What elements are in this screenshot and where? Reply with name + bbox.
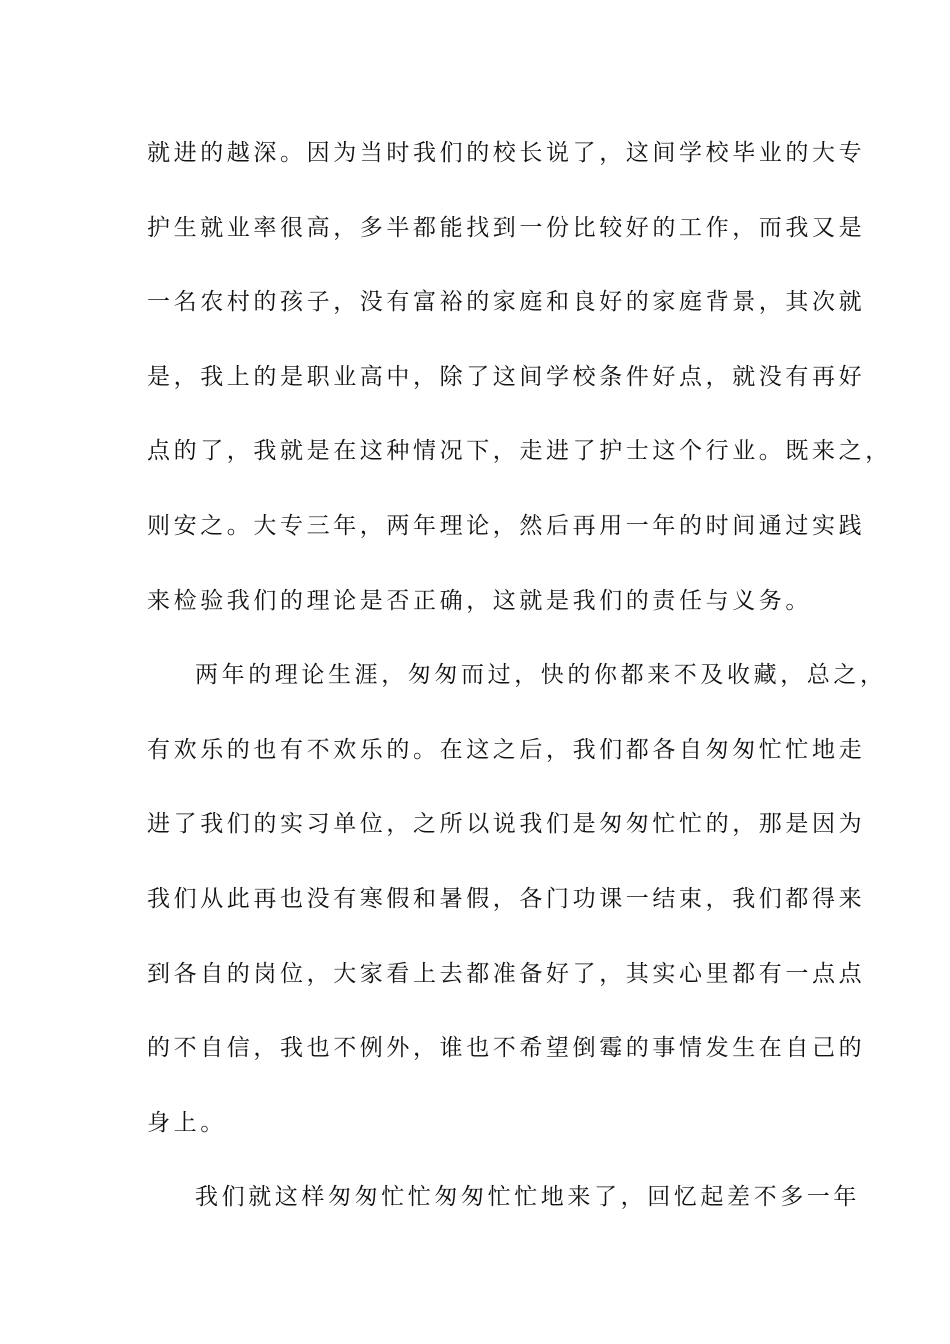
text-line: 到各自的岗位，大家看上去都准备好了，其实心里都有一点点 [147, 960, 866, 987]
text-line: 有欢乐的也有不欢乐的。在这之后，我们都各自匆匆忙忙地走 [147, 736, 866, 763]
text-line: 我们从此再也没有寒假和暑假，各门功课一结束，我们都得来 [147, 885, 866, 912]
paragraph [147, 652, 887, 1174]
text-line: 来检验我们的理论是否正确，这就是我们的责任与义务。 [147, 587, 812, 614]
text-line: 的不自信，我也不例外，谁也不希望倒霉的事情发生在自己的 [147, 1035, 866, 1062]
text-line: 是，我上的是职业高中，除了这间学校条件好点，就没有再好 [147, 363, 866, 390]
paragraph [147, 1174, 860, 1249]
paragraph [147, 130, 892, 652]
text-line: 则安之。大专三年，两年理论，然后再用一年的时间通过实践 [147, 512, 866, 539]
text-line: 我们就这样匆匆忙忙匆匆忙忙地来了，回忆起差不多一年 [195, 1184, 860, 1211]
text-line: 点的了，我就是在这种情况下，走进了护士这个行业。既来之， [147, 438, 892, 465]
text-line: 一名农村的孩子，没有富裕的家庭和良好的家庭背景，其次就 [147, 289, 866, 316]
text-line: 进了我们的实习单位，之所以说我们是匆匆忙忙的，那是因为 [147, 811, 866, 838]
text-line: 两年的理论生涯，匆匆而过，快的你都来不及收藏，总之， [195, 662, 887, 689]
text-line: 身上。 [147, 1109, 227, 1136]
document-body [147, 130, 892, 1249]
text-line: 就进的越深。因为当时我们的校长说了，这间学校毕业的大专 [147, 140, 866, 166]
text-line: 护生就业率很高，多半都能找到一份比较好的工作，而我又是 [147, 214, 866, 241]
